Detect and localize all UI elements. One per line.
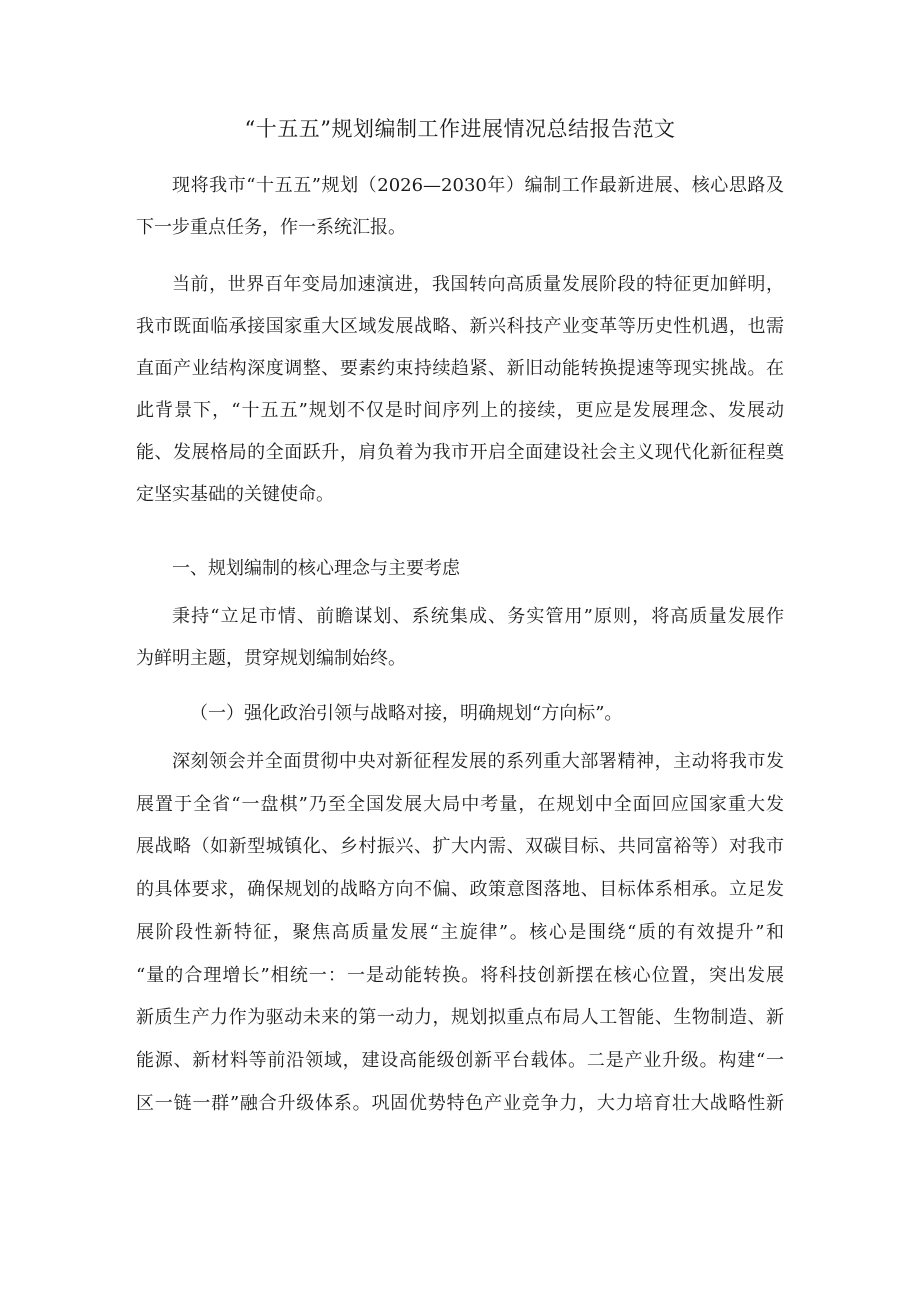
- body-paragraph-line: 的具体要求，确保规划的战略方向不偏、政策意图落地、目标体系相承。立足发: [136, 879, 784, 900]
- body-paragraph-line: “量的合理增长”相统一：一是动能转换。将科技创新摆在核心位置，突出发展: [136, 965, 784, 986]
- body-paragraph-line: 区一链一群”融合升级体系。巩固优势特色产业竞争力，大力培育壮大战略性新: [136, 1093, 784, 1114]
- background-paragraph-line: 当前，世界百年变局加速演进，我国转向高质量发展阶段的特征更加鲜明，: [172, 274, 784, 295]
- background-paragraph-line: 能、发展格局的全面跃升，肩负着为我市开启全面建设社会主义现代化新征程奠: [136, 442, 784, 463]
- body-paragraph-line: 深刻领会并全面贯彻中央对新征程发展的系列重大部署精神，主动将我市发: [172, 751, 784, 772]
- body-paragraph-line: 展阶段性新特征，聚焦高质量发展“主旋律”。核心是围绕“质的有效提升”和: [136, 922, 784, 943]
- document-title: “十五五”规划编制工作进展情况总结报告范文: [244, 117, 676, 141]
- body-paragraph-line: 新质生产力作为驱动未来的第一动力，规划拟重点布局人工智能、生物制造、新: [136, 1007, 784, 1028]
- background-paragraph-line: 直面产业结构深度调整、要素约束持续趋紧、新旧动能转换提速等现实挑战。在: [136, 358, 784, 379]
- principle-paragraph-line: 秉持“立足市情、前瞻谋划、系统集成、务实管用”原则，将高质量发展作: [172, 606, 784, 627]
- body-paragraph-line: 能源、新材料等前沿领域，建设高能级创新平台载体。二是产业升级。构建“一: [136, 1050, 784, 1071]
- subsection-heading-1-line: （一）强化政治引领与战略对接，明确规划“方向标”。: [190, 703, 623, 724]
- body-paragraph-line: 展置于全省“一盘棋”乃至全国发展大局中考量，在规划中全面回应国家重大发: [136, 794, 784, 815]
- section-heading-1-line: 一、规划编制的核心理念与主要考虑: [172, 558, 460, 579]
- principle-paragraph-line: 为鲜明主题，贯穿规划编制始终。: [136, 648, 406, 669]
- background-paragraph-line: 定坚实基础的关键使命。: [136, 484, 334, 505]
- intro-paragraph-line: 现将我市“十五五”规划（2026—2030年）编制工作最新进展、核心思路及: [172, 175, 784, 196]
- body-paragraph-line: 展战略（如新型城镇化、乡村振兴、扩大内需、双碳目标、共同富裕等）对我市: [136, 836, 784, 857]
- background-paragraph-line: 我市既面临承接国家重大区域发展战略、新兴科技产业变革等历史性机遇，也需: [136, 316, 784, 337]
- intro-paragraph-line: 下一步重点任务，作一系统汇报。: [136, 217, 406, 238]
- background-paragraph-line: 此背景下，“十五五”规划不仅是时间序列上的接续，更应是发展理念、发展动: [136, 400, 784, 421]
